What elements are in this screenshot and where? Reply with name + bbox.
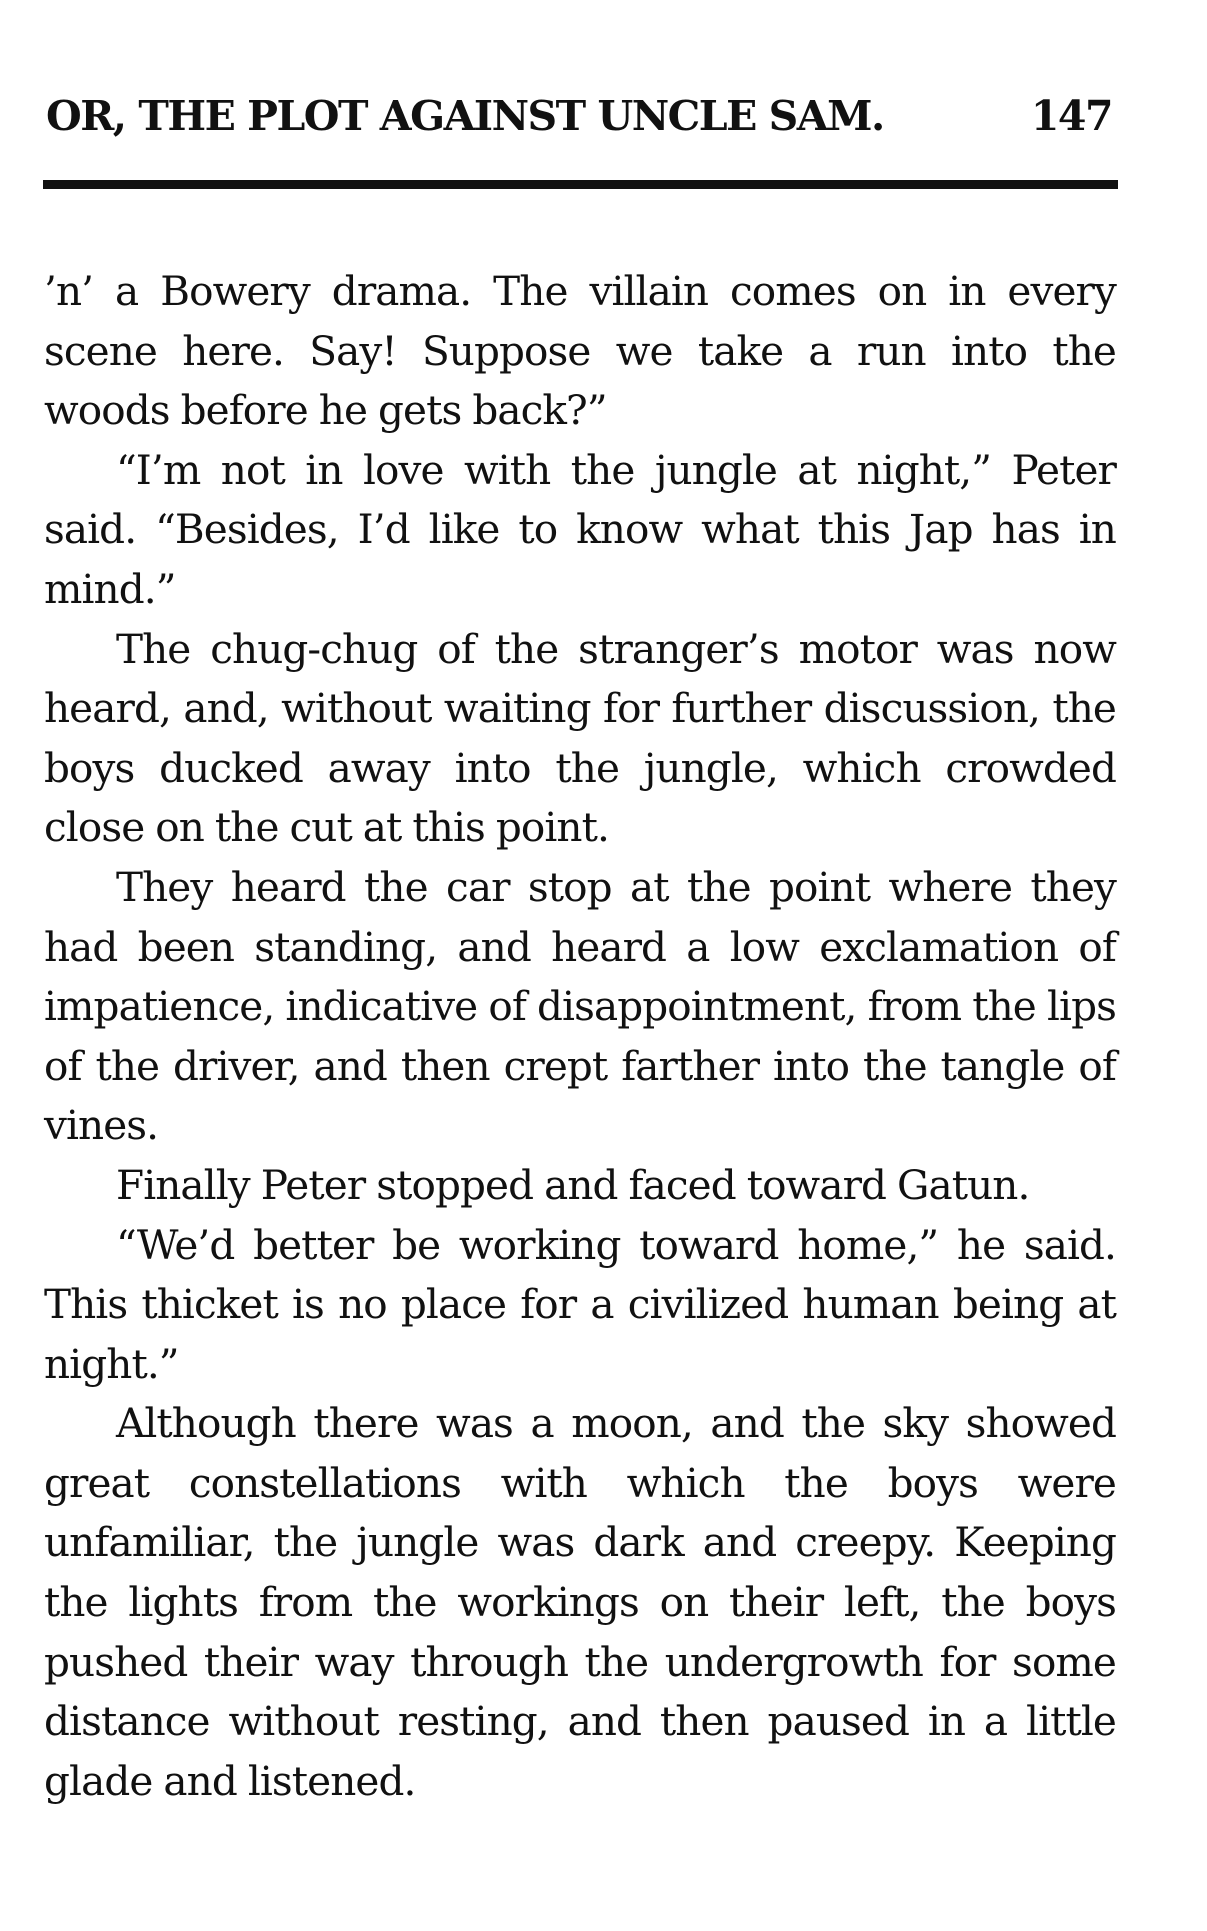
running-head <box>46 92 1116 152</box>
paragraph: ’n’ a Bowery drama. The villain comes on in every scene here. Say! Suppose we take a run into the woods before he gets back?” <box>44 267 1116 435</box>
paragraph: Although there was a moon, and the sky showed great constellations with which the boys were unfamiliar, the jungle was dark and creepy. Keeping the lights from the workings on their left, the boys pushed their way through the undergrowth for some distance without resting, and then paused in a little glade and listened. <box>44 1399 1116 1805</box>
paragraph: “We’d better be working toward home,” he said. This thicket is no place for a civilized human being at night.” <box>44 1220 1116 1388</box>
running-title: OR, THE PLOT AGAINST UNCLE SAM. <box>46 92 884 140</box>
paragraph: They heard the car stop at the point where they had been standing, and heard a low exclamation of impatience, indicative of disappointment, from the lips of the driver, and then crept farther into the tangle of vines. <box>44 862 1116 1150</box>
body-text <box>44 262 1116 1811</box>
paragraph: The chug-chug of the stranger’s motor was now heard, and, without waiting for further discussion, the boys ducked away into the jungle, which crowded close on the cut at this point. <box>44 624 1116 852</box>
paragraph: “I’m not in love with the jungle at night,” Peter said. “Besides, I’d like to know what this Jap has in mind.” <box>44 445 1116 613</box>
header-rule <box>43 180 1118 189</box>
page-number: 147 <box>1030 92 1112 140</box>
paragraph: Finally Peter stopped and faced toward Gatun. <box>116 1160 1030 1209</box>
